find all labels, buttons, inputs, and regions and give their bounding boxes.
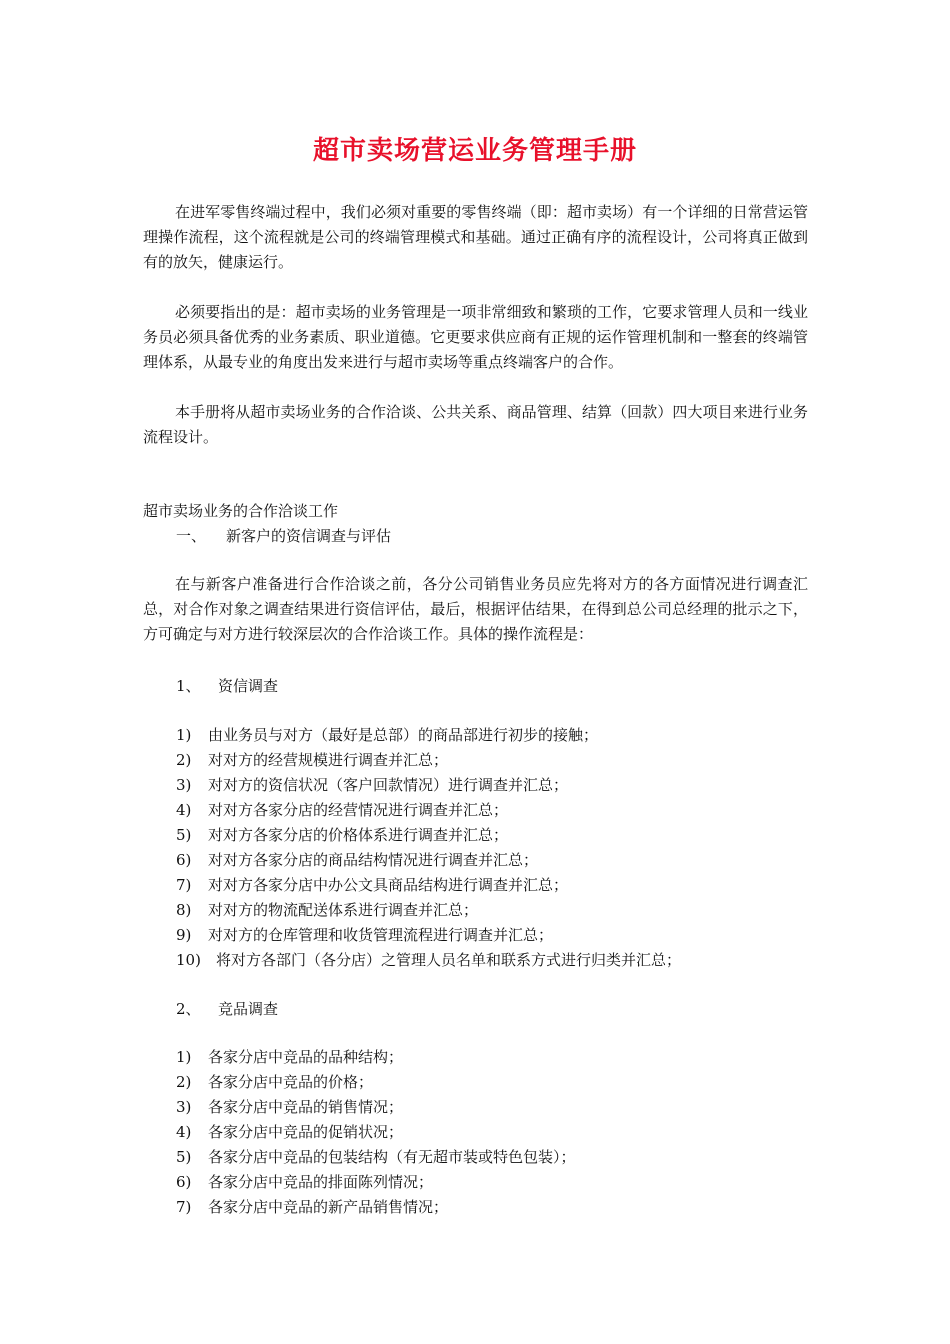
list-item (176, 873, 568, 898)
part1-heading (176, 674, 278, 699)
list-item (176, 1195, 448, 1220)
list-item-text: 各家分店中竞品的新产品销售情况； (208, 1198, 449, 1216)
list-item-text: 对对方的经营规模进行调查并汇总； (208, 751, 449, 769)
list-item (176, 848, 538, 873)
list-item (176, 948, 681, 973)
list-item-number: 3) (176, 776, 192, 794)
list-item-number: 5) (176, 1148, 192, 1166)
part2-heading (176, 997, 278, 1022)
list-item-text: 各家分店中竞品的价格； (208, 1073, 374, 1091)
list-item-text: 对对方的物流配送体系进行调查并汇总； (208, 901, 479, 919)
list-item-number: 10) (176, 951, 201, 969)
list-item-number: 4) (176, 801, 192, 819)
list-item (176, 1095, 403, 1120)
subsection-paragraph: 在与新客户准备进行合作洽谈之前，各分公司销售业务员应先将对方的各方面情况进行调查汇总，对合作对象之调查结果进行资信评估，最后，根据评估结果，在得到总公司总经理的批示之下，方可确定与对方进行较深层次的合作洽谈工作。具体的操作流程是： (143, 575, 808, 643)
part2-title: 竞品调查 (218, 1000, 279, 1018)
list-item (176, 1145, 576, 1170)
section-title: 超市卖场业务的合作洽谈工作 (143, 502, 339, 520)
list-item (176, 773, 568, 798)
list-item-text: 各家分店中竞品的促销状况； (208, 1123, 404, 1141)
list-item-number: 1) (176, 726, 192, 744)
list-item-text: 各家分店中竞品的销售情况； (208, 1098, 404, 1116)
list-item-number: 6) (176, 1173, 192, 1191)
list-item (176, 1170, 433, 1195)
list-item (176, 723, 598, 748)
list-item-number: 8) (176, 901, 192, 919)
subsection-title: 新客户的资信调查与评估 (226, 527, 392, 545)
list-item (176, 1045, 403, 1070)
document-title: 超市卖场营运业务管理手册 (312, 136, 637, 166)
part1-title: 资信调查 (218, 677, 279, 695)
list-item-text: 各家分店中竞品的排面陈列情况； (208, 1173, 434, 1191)
list-item-text: 对对方各家分店的价格体系进行调查并汇总； (208, 826, 509, 844)
subsection-heading (176, 524, 391, 549)
list-item (176, 1070, 373, 1095)
intro-paragraph-2: 必须要指出的是：超市卖场的业务管理是一项非常细致和繁琐的工作，它要求管理人员和一线业务员必须具备优秀的业务素质、职业道德。它更要求供应商有正规的运作管理机制和一整套的终端管理体系，从最专业的角度出发来进行与超市卖场等重点终端客户的合作。 (143, 303, 808, 371)
list-item (176, 1120, 403, 1145)
list-item (176, 823, 508, 848)
list-item (176, 798, 508, 823)
list-item-text: 对对方的资信状况（客户回款情况）进行调查并汇总； (208, 776, 569, 794)
list-item-number: 4) (176, 1123, 192, 1141)
list-item-text: 将对方各部门（各分店）之管理人员名单和联系方式进行归类并汇总； (216, 951, 682, 969)
list-item (176, 748, 448, 773)
part1-number: 1、 (176, 677, 201, 695)
list-item-number: 9) (176, 926, 192, 944)
list-item (176, 923, 553, 948)
list-item-text: 各家分店中竞品的品种结构； (208, 1048, 404, 1066)
list-item-text: 各家分店中竞品的包装结构（有无超市装或特色包装）； (208, 1148, 576, 1166)
intro-paragraph-1: 在进军零售终端过程中，我们必须对重要的零售终端（即：超市卖场）有一个详细的日常营运管理操作流程，这个流程就是公司的终端管理模式和基础。通过正确有序的流程设计，公司将真正做到有的放矢，健康运行。 (143, 203, 808, 271)
subsection-number: 一、 (176, 527, 207, 545)
intro-paragraph-3: 本手册将从超市卖场业务的合作洽谈、公共关系、商品管理、结算（回款）四大项目来进行业务流程设计。 (143, 403, 808, 446)
part2-number: 2、 (176, 1000, 201, 1018)
list-item-text: 对对方各家分店的商品结构情况进行调查并汇总； (208, 851, 539, 869)
list-item-text: 由业务员与对方（最好是总部）的商品部进行初步的接触； (208, 726, 599, 744)
list-item-number: 6) (176, 851, 192, 869)
list-item-text: 对对方各家分店的经营情况进行调查并汇总； (208, 801, 509, 819)
list-item-number: 2) (176, 751, 192, 769)
list-item-number: 1) (176, 1048, 192, 1066)
list-item-number: 5) (176, 826, 192, 844)
list-item-text: 对对方的仓库管理和收货管理流程进行调查并汇总； (208, 926, 554, 944)
list-item-number: 2) (176, 1073, 192, 1091)
list-item-text: 对对方各家分店中办公文具商品结构进行调查并汇总； (208, 876, 569, 894)
list-item (176, 898, 478, 923)
list-item-number: 3) (176, 1098, 192, 1116)
list-item-number: 7) (176, 1198, 192, 1216)
list-item-number: 7) (176, 876, 192, 894)
